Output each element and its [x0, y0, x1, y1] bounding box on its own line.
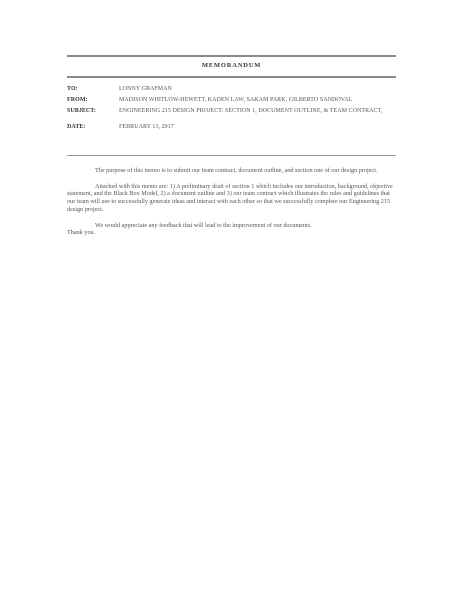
date-value: FEBRUARY 13, 2017: [119, 124, 174, 130]
subject-row: [67, 108, 397, 115]
title-rule: [67, 76, 396, 78]
paragraph-feedback: [67, 222, 396, 238]
header-divider: [67, 155, 396, 156]
subject-label: SUBJECT:: [67, 108, 96, 114]
to-label: TO:: [67, 86, 78, 92]
feedback-text: We would appreciate any feedback that will lead to the improvement of our documents.: [95, 221, 312, 229]
to-row: [67, 86, 397, 93]
date-row: [67, 124, 397, 131]
subject-value: ENGINEERING 215 DESIGN PROJECT: SECTION 1, DOCUMENT OUTLINE, & TEAM CONTRACT,: [119, 108, 383, 114]
from-value: MADISON WHITLOW-HEWETT, KADEN LAW, SAKAM PARK, GILBERTO SANDOVAL: [119, 97, 353, 103]
paragraph-purpose: The purpose of this memo is to submit our team contract, document outline, and section one of our design project.: [95, 167, 378, 174]
to-value: LONNY GRAFMAN: [119, 86, 172, 92]
paragraph-attachments: Attached with this memo are: 1) A preliminary draft of section 1 which includes our introduction, background, objective statement, and the Black Box Model, 2) a document outline and 3) our team contract which illustrates the rules and guidelines that our team will use to successfully generate ideas and interact with each other so that we successfully complete our Engineering 215 design project.: [67, 182, 393, 213]
memo-body: [67, 167, 396, 245]
closing-text: Thank you.: [67, 229, 96, 237]
from-row: [67, 97, 397, 104]
memo-title: MEMORANDUM: [201, 62, 262, 69]
date-label: DATE:: [67, 124, 86, 130]
from-label: FROM:: [67, 97, 88, 103]
top-rule: [67, 55, 396, 57]
